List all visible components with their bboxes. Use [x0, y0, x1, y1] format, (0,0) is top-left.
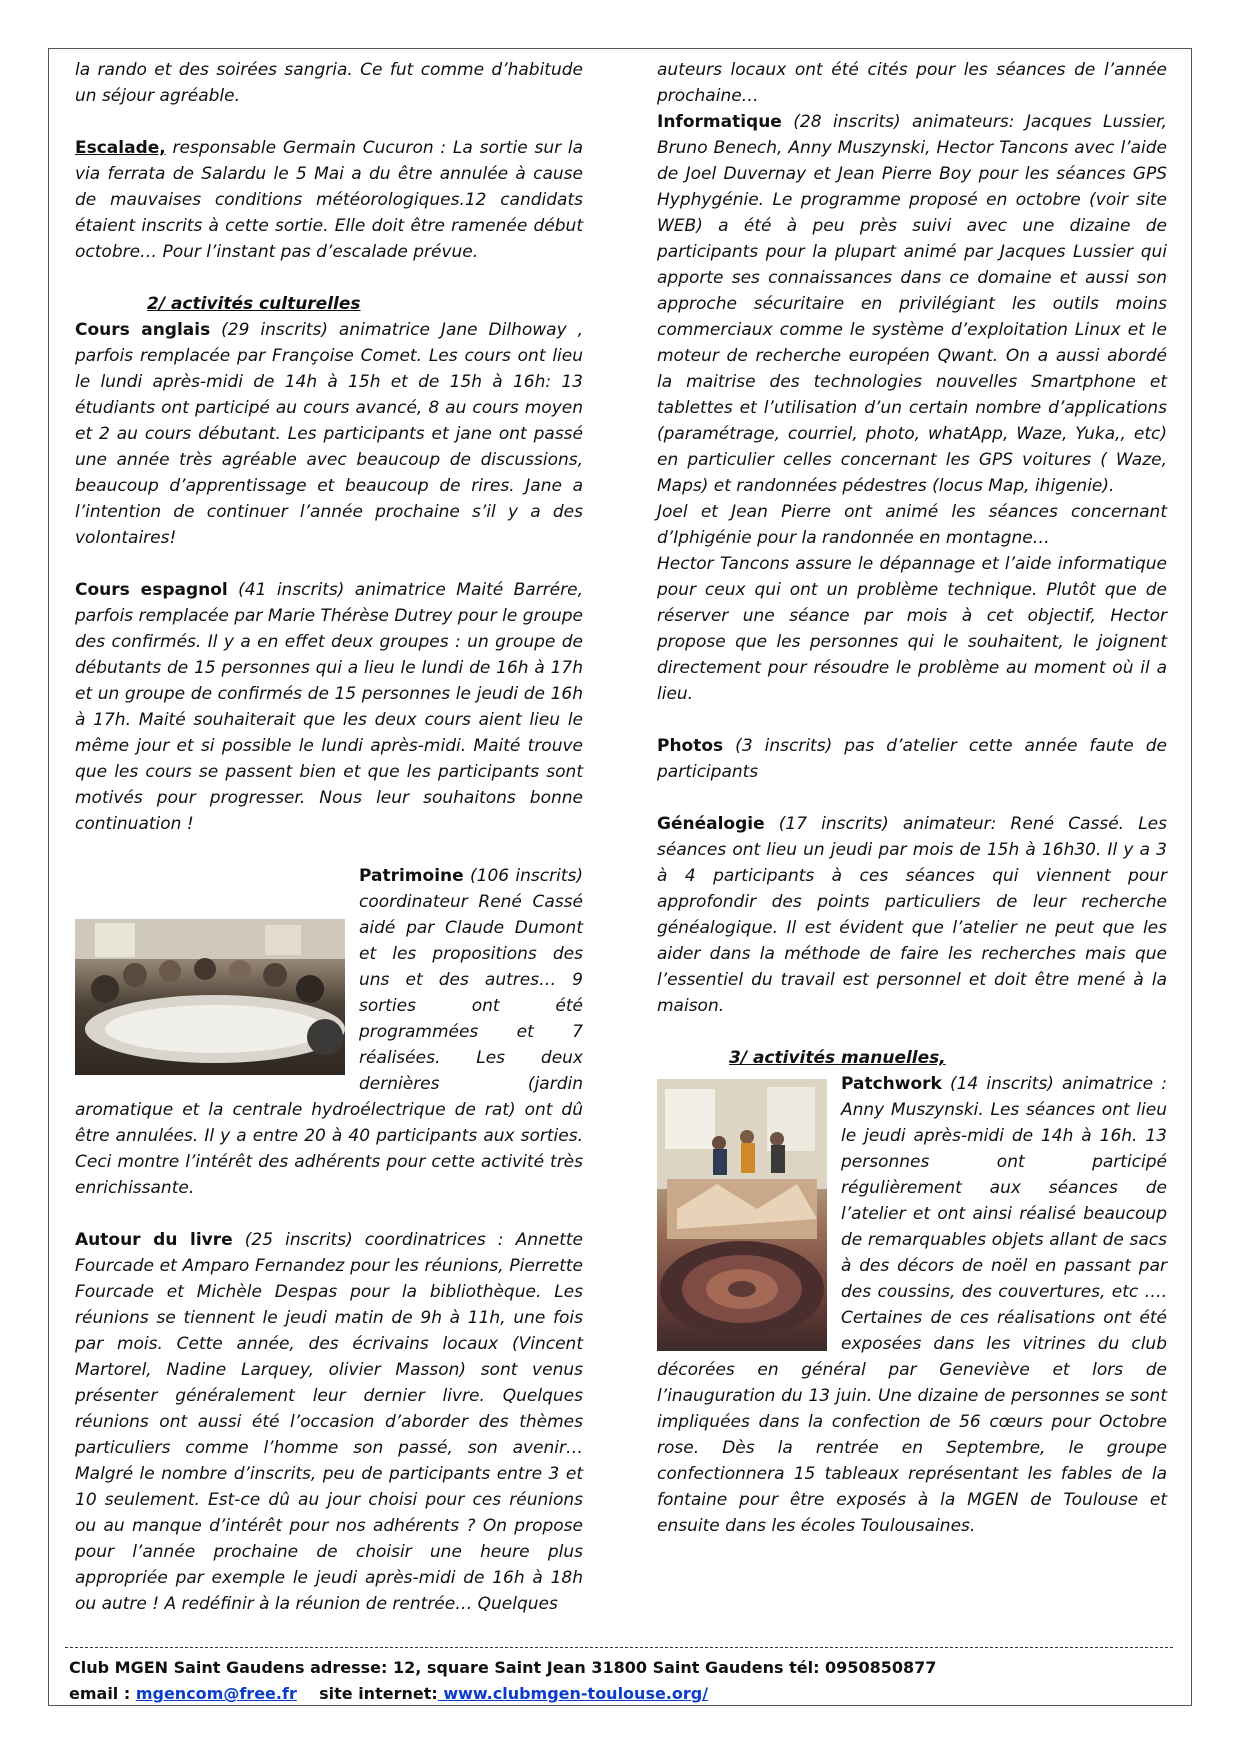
rando-paragraph: la rando et des soirées sangria. Ce fut comme d’habitude un séjour agréable.	[75, 60, 583, 106]
patrimoine-photo-drawing	[75, 919, 345, 1075]
patrimoine-title: Patrimoine	[359, 866, 464, 886]
informatique-hector: Hector Tancons assure le dépannage et l’aide informatique pour ceux qui ont un problème technique. Plutôt que de réserver une séance par mois à cet objectif, Hector propose que les personnes qui le souhaitent, le joignent directement pour résoudre le problème au moment où il a lieu.	[657, 554, 1167, 704]
informatique-text: (28 inscrits) animateurs: Jacques Lussier, Bruno Benech, Anny Muszynski, Hector Tancons avec l’aide de Joel Duvernay et Jean Pierre Boy pour les séances GPS Hyphygénie. Le programme proposé en octobre (voir site WEB) a été à peu près suivi avec une dizaine de participants pour la plupart animé par Jacques Lussier qui apporte ses connaissances dans ce domaine et aussi son approche sécuritaire en privilégiant les outils moins commerciaux comme le système d’exploitation Linux et le moteur de recherche européen Qwant. On a aussi abordé la maitrise des technologies nouvelles Smartphone et tablettes et l’utilisation d’un certain nombre d’applications (paramétrage, courriel, photo, whatApp, Waze, Yuka,, etc) en particulier celles concernant les GPS voitures ( Waze, Maps) et randonnées pédestres (locus Map, ihigenie).	[657, 112, 1167, 496]
genealogie-text: (17 inscrits) animateur: René Cassé. Les séances ont lieu un jeudi par mois de 15h à 16h30. Il y a 3 à 4 participants à ces séances qui viennent pour approfondir des points particuliers de leur recherche généalogique. Il est évident que l’atelier ne peut que les aider dans la méthode de faire les recherches mais que l’essentiel du travail est personnel et doit être mené à la maison.	[657, 814, 1167, 1016]
patrimoine-photo	[75, 919, 345, 1075]
footer	[69, 1655, 1169, 1707]
manuelles-section	[657, 1045, 1167, 1071]
anglais-text: (29 inscrits) animatrice Jane Dilhoway , parfois remplacée par Françoise Comet. Les cours ont lieu le lundi après-midi de 14h à 15h et de 15h à 16h: 13 étudiants ont participé au cours avancé, 8 au cours moyen et 2 au cours débutant. Les participants et jane ont passé une année très agréable avec beaucoup de discussions, beaucoup d’apprentissage et beaucoup de rires. Jane a l’intention de continuer l’année prochaine s’il y a des volontaires!	[75, 320, 583, 548]
espagnol-text: (41 inscrits) animatrice Maité Barrére, parfois remplacée par Marie Thérèse Dutrey pour le groupe des confirmés. Il y a en effet deux groupes : un groupe de débutants de 15 personnes qui a lieu le lundi de 16h à 17h et un groupe de confirmés de 15 personnes le jeudi de 16h à 17h. Maité souhaiterait que les deux cours aient lieu le même jour et si possible le lundi après-midi. Maité trouve que les cours se passent bien et que les participants sont motivés pour progresser. Nous leur souhaitons bonne continuation !	[75, 580, 583, 834]
footer-site-link[interactable]: www.clubmgen-toulouse.org/	[437, 1684, 709, 1703]
espagnol-title: Cours espagnol	[75, 580, 228, 600]
livre-paragraph	[75, 1227, 583, 1617]
livre-continued: auteurs locaux ont été cités pour les séances de l’année prochaine…	[657, 60, 1167, 106]
anglais-paragraph	[75, 317, 583, 551]
photos-text: (3 inscrits) pas d’atelier cette année faute de participants	[657, 736, 1167, 782]
anglais-title: Cours anglais	[75, 320, 211, 340]
informatique-paragraph	[657, 109, 1167, 499]
photos-title: Photos	[657, 736, 724, 756]
footer-contact	[69, 1681, 1169, 1707]
footer-address: Club MGEN Saint Gaudens adresse: 12, square Saint Jean 31800 Saint Gaudens tél: 0950850877	[69, 1658, 937, 1677]
footer-email-link[interactable]: mgencom@free.fr	[135, 1684, 297, 1703]
informatique-title: Informatique	[657, 112, 782, 132]
escalade-text: responsable Germain Cucuron : La sortie sur la via ferrata de Salardu le 5 Mai a du être annulée à cause de mauvaises conditions météorologiques.12 candidats étaient inscrits à cette sortie. Elle doit être ramenée début octobre… Pour l’instant pas d’escalade prévue.	[75, 138, 583, 262]
patrimoine-paragraph	[75, 863, 583, 1201]
culturelles-section	[75, 291, 583, 317]
heading-manuelles: 3/ activités manuelles,	[729, 1048, 946, 1068]
footer-divider	[65, 1647, 1173, 1648]
genealogie-title: Généalogie	[657, 814, 765, 834]
patrimoine-text: (106 inscrits) coordinateur René Cassé aidé par Claude Dumont et les propositions des uns et des autres… 9 sorties ont été programmées et 7 réalisées. Les deux dernières (jardin aromatique et la centrale hydroélectrique de rat) ont dû être annulées. Il y a entre 20 à 40 participants aux sorties. Ceci montre l’intérêt des adhérents pour cette activité très enrichissante.	[75, 866, 583, 1198]
livre-title: Autour du livre	[75, 1230, 233, 1250]
patchwork-text: (14 inscrits) animatrice : Anny Muszynski. Les séances ont lieu le jeudi après-midi de 14h à 16h. 13 personnes ont participé régulièrement aux séances de l’atelier et ont ainsi réalisé beaucoup de remarquables objets allant de sacs à des décors de noël en passant par des coussins, des couvertures, etc …. Certaines de ces réalisations ont été exposées dans les vitrines du club décorées en général par Geneviève et lors de l’inauguration du 13 juin. Une dizaine de personnes se sont impliquées dans la confection de 56 cœurs pour Octobre rose. Dès la rentrée en Septembre, le groupe confectionnera 15 tableaux représentant les fables de la fontaine pour être exposés à la MGEN de Toulouse et ensuite dans les écoles Toulousaines.	[657, 1074, 1167, 1536]
escalade-paragraph	[75, 135, 583, 265]
page-frame	[48, 48, 1192, 1706]
left-column	[75, 57, 583, 1643]
espagnol-paragraph	[75, 577, 583, 837]
livre-text: (25 inscrits) coordinatrices : Annette Fourcade et Amparo Fernandez pour les réunions, Pierrette Fourcade et Michèle Despas pour la bibliothèque. Les réunions se tiennent le jeudi matin de 9h à 11h, une fois par mois. Cette année, des écrivains locaux (Vincent Martorel, Nadine Larquey, olivier Masson) sont venus présenter généralement leur dernier livre. Quelques réunions ont aussi été l’occasion d’aborder des thèmes particuliers comme l’homme son passé, son avenir… Malgré le nombre d’inscrits, peu de participants entre 3 et 10 seulement. Est-ce dû au jour choisi pour ces réunions ou au manque d’intérêt pour nos adhérents ? On propose pour l’année prochaine de choisir une heure plus appropriée par exemple le jeudi après-midi de 16h à 18h ou autre ! A redéfinir à la réunion de rentrée… Quelques	[75, 1230, 584, 1614]
patchwork-photo	[657, 1079, 827, 1351]
escalade-title: Escalade,	[75, 138, 166, 158]
informatique-joel: Joel et Jean Pierre ont animé les séances concernant d’Iphigénie pour la randonnée en montagne…	[657, 502, 1167, 548]
patchwork-photo-drawing	[657, 1079, 827, 1351]
photos-paragraph	[657, 733, 1167, 785]
footer-site-label: site internet:	[296, 1684, 438, 1703]
heading-culturelles: 2/ activités culturelles	[147, 294, 361, 314]
patchwork-title: Patchwork	[841, 1074, 942, 1094]
footer-email-label: email :	[69, 1684, 136, 1703]
right-column	[657, 57, 1167, 1565]
genealogie-paragraph	[657, 811, 1167, 1019]
patchwork-paragraph	[657, 1071, 1167, 1539]
